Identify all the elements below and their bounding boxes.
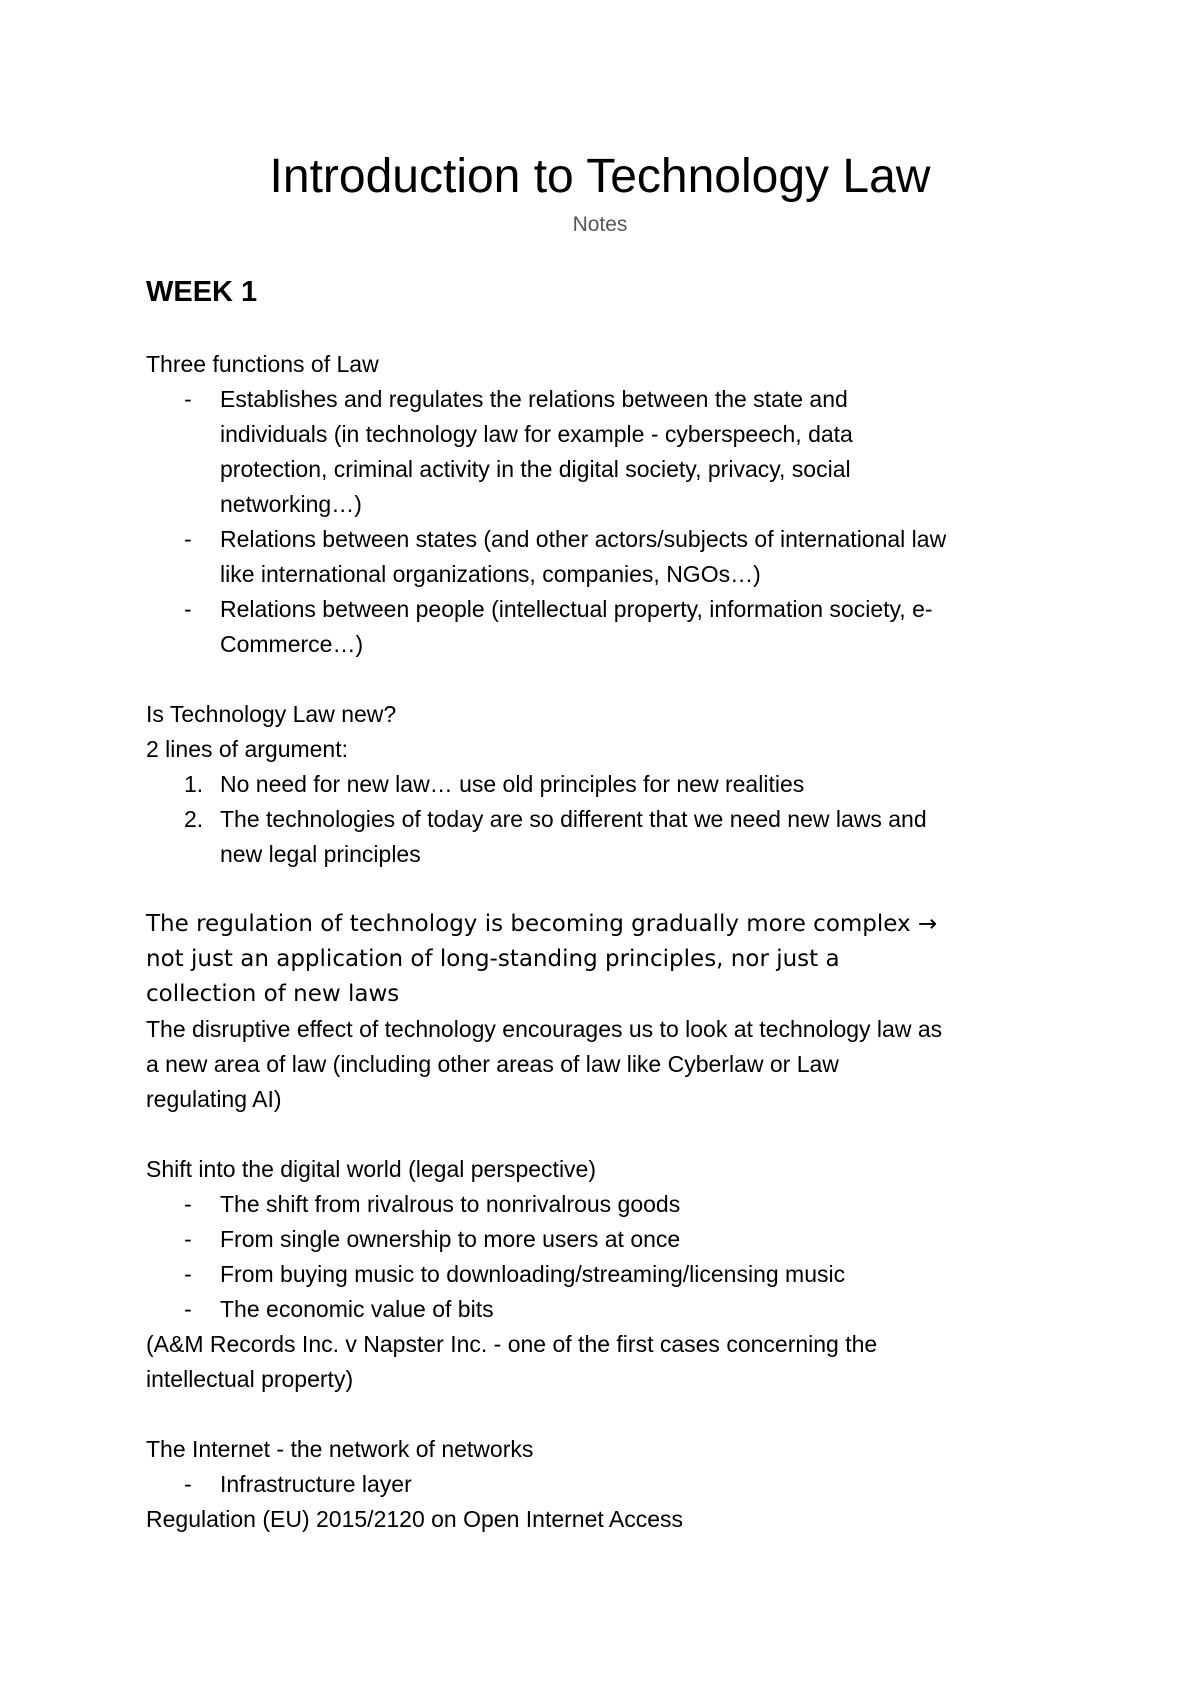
spacer	[146, 1117, 1066, 1152]
paragraph-line: a new area of law (including other areas of law like Cyberlaw or Law	[146, 1051, 839, 1077]
bullet-marker: -	[184, 1296, 192, 1322]
list-item-line: like international organizations, companies, NGOs…)	[220, 561, 761, 587]
paragraph-line: The disruptive effect of technology encourages us to look at technology law as	[146, 1016, 943, 1042]
paragraph-line: The regulation of technology is becoming gradually more complex →	[146, 911, 938, 937]
spacer	[146, 1397, 1066, 1432]
regulation-reference: Regulation (EU) 2015/2120 on Open Internet Access	[146, 1506, 684, 1532]
section-subheading: 2 lines of argument:	[146, 736, 349, 762]
paragraph-line: not just an application of long-standing principles, nor just a	[146, 946, 840, 972]
list-item-line: No need for new law… use old principles for new realities	[220, 771, 805, 797]
bullet-marker: -	[184, 386, 192, 412]
spacer	[146, 872, 1066, 907]
bullet-list	[146, 1467, 1066, 1502]
bullet-marker: -	[184, 596, 192, 622]
section-heading: Is Technology Law new?	[146, 701, 397, 727]
week-heading: WEEK 1	[146, 276, 258, 308]
list-item	[146, 1292, 1066, 1327]
document-body	[146, 347, 1066, 1537]
list-item	[146, 767, 1066, 802]
list-item-line: Relations between states (and other actors/subjects of international law	[220, 526, 947, 552]
list-item	[146, 1222, 1066, 1257]
paragraph-line: regulating AI)	[146, 1086, 282, 1112]
list-item-line: individuals (in technology law for example - cyberspeech, data	[220, 421, 853, 447]
bullet-marker: -	[184, 1471, 192, 1497]
number-marker: 2.	[184, 806, 204, 832]
list-item-line: Commerce…)	[220, 631, 364, 657]
spacer	[146, 662, 1066, 697]
bullet-marker: -	[184, 1226, 192, 1252]
list-item-line: Establishes and regulates the relations between the state and	[220, 386, 848, 412]
list-item-line: Infrastructure layer	[220, 1471, 412, 1497]
case-note-line: (A&M Records Inc. v Napster Inc. - one of the first cases concerning the	[146, 1331, 878, 1357]
list-item	[146, 522, 1066, 592]
section-heading: Shift into the digital world (legal perspective)	[146, 1156, 597, 1182]
list-item-line: new legal principles	[220, 841, 421, 867]
list-item	[146, 382, 1066, 522]
numbered-list	[146, 767, 1066, 872]
list-item-line: The economic value of bits	[220, 1296, 494, 1322]
list-item-line: From single ownership to more users at once	[220, 1226, 681, 1252]
bullet-marker: -	[184, 1261, 192, 1287]
list-item-line: From buying music to downloading/streaming/licensing music	[220, 1261, 846, 1287]
document-title: Introduction to Technology Law	[269, 150, 931, 203]
section-heading: Three functions of Law	[146, 351, 379, 377]
list-item	[146, 592, 1066, 662]
list-item	[146, 1257, 1066, 1292]
case-note-line: intellectual property)	[146, 1366, 354, 1392]
bullet-marker: -	[184, 526, 192, 552]
list-item	[146, 1187, 1066, 1222]
list-item-line: networking…)	[220, 491, 362, 517]
list-item	[146, 802, 1066, 872]
bullet-marker: -	[184, 1191, 192, 1217]
number-marker: 1.	[184, 771, 204, 797]
list-item-line: The shift from rivalrous to nonrivalrous goods	[220, 1191, 681, 1217]
bullet-list	[146, 1187, 1066, 1327]
document-subtitle: Notes	[572, 213, 628, 236]
list-item-line: protection, criminal activity in the digital society, privacy, social	[220, 456, 851, 482]
paragraph-line: collection of new laws	[146, 981, 400, 1007]
list-item-line: The technologies of today are so different that we need new laws and	[220, 806, 927, 832]
list-item-line: Relations between people (intellectual property, information society, e-	[220, 596, 933, 622]
section-heading: The Internet - the network of networks	[146, 1436, 534, 1462]
bullet-list	[146, 382, 1066, 662]
list-item	[146, 1467, 1066, 1502]
